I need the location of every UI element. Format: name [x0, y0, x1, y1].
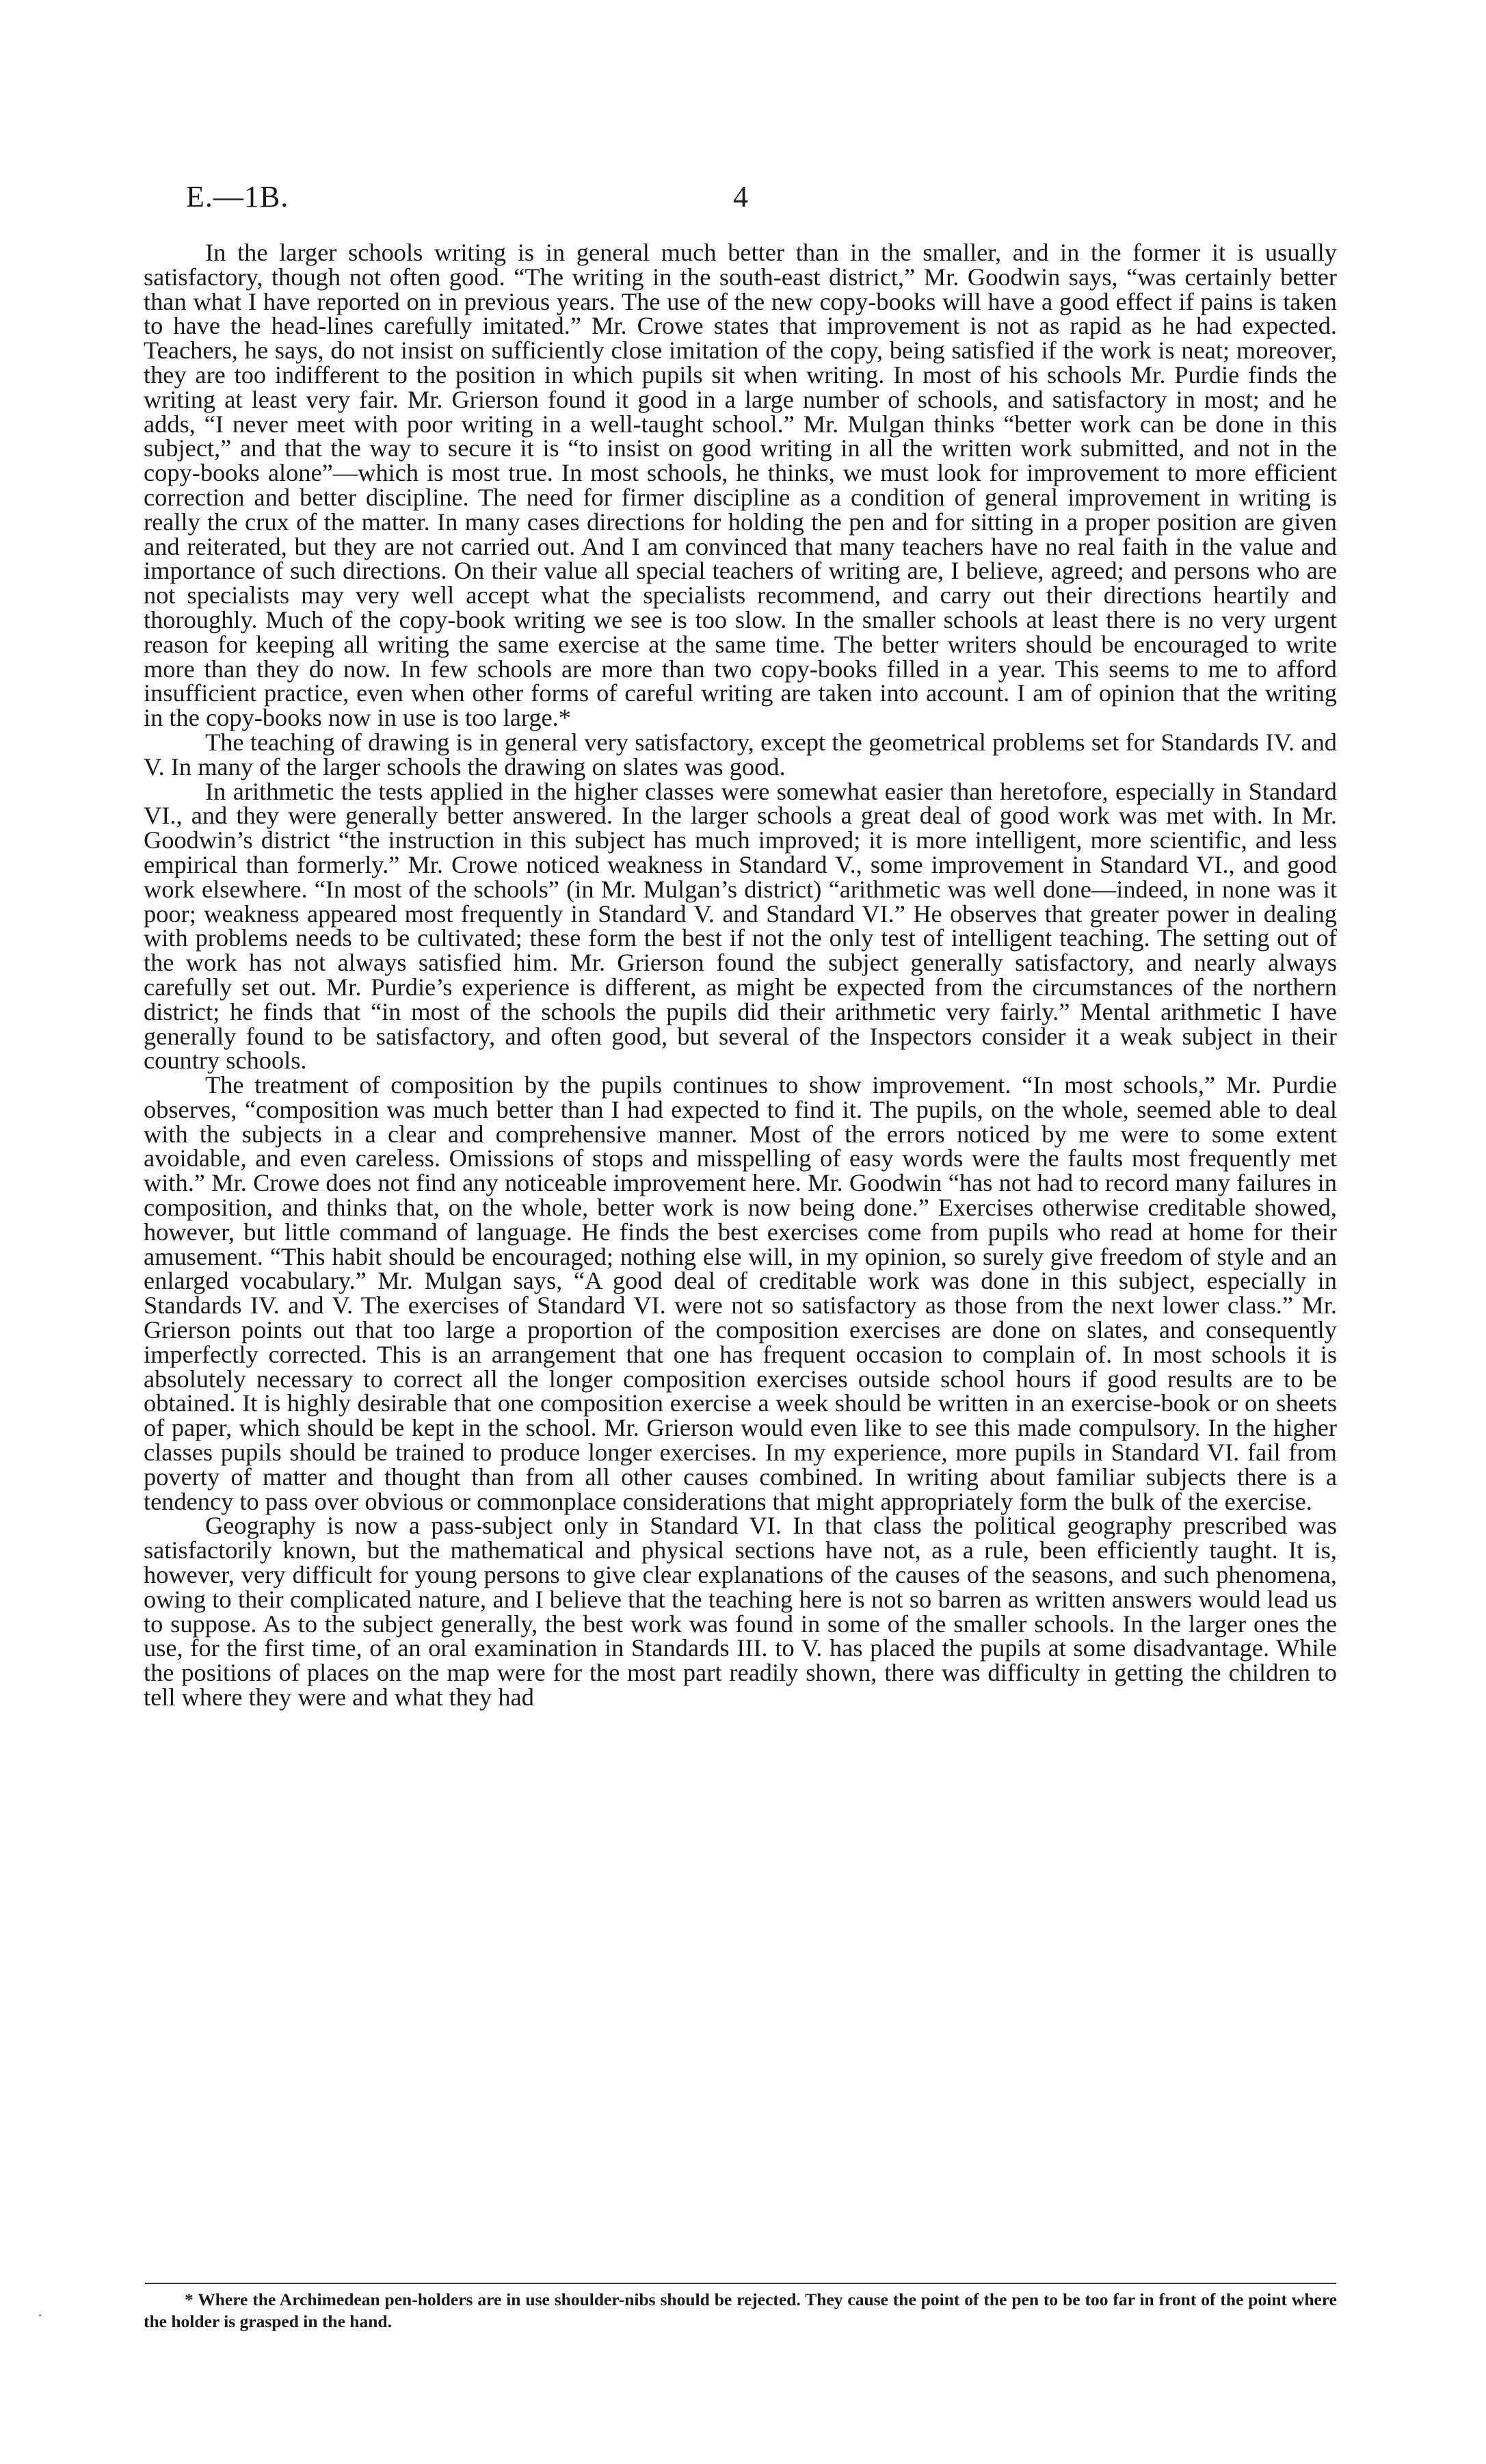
margin-mark: · — [38, 2307, 43, 2324]
paragraph-composition: The treatment of composition by the pupils continues to show improvement. “In most schools,” Mr. Purdie observes, “composition was much better than I had expected to find it. The pupils, on the whole, seemed able to deal with the subjects in a clear and comprehensive manner. Most of the errors noticed by me were to some extent avoidable, and even careless. Omissions of stops and misspelling of easy words were the faults most frequently met with.” Mr. Crowe does not find any noticeable improvement here. Mr. Goodwin “has not had to record many failures in composition, and thinks that, on the whole, better work is now being done.” Exercises otherwise creditable showed, however, but little command of language. He finds the best exercises come from pupils who read at home for their amusement. “This habit should be encouraged; nothing else will, in my opinion, so surely give freedom of style and an enlarged vocabulary.” Mr. Mulgan says, “A good deal of creditable work was done in this subject, especially in Standards IV. and V. The exercises of Standard VI. were not so satisfactory as those from the next lower class.” Mr. Grierson points out that too large a proportion of the composition exercises are done on slates, and consequently imperfectly corrected. This is an arrangement that one has frequent occasion to complain of. In most schools it is absolutely necessary to correct all the longer composition exercises outside school hours if good results are to be obtained. It is highly desirable that one composition exercise a week should be written in an exercise-book or on sheets of paper, which should be kept in the school. Mr. Grierson would even like to see this made compulsory. In the higher classes pupils should be trained to produce longer exercises. In my experience, more pupils in Standard VI. fail from poverty of matter and thought than from all other causes combined. In writing about familiar subjects there is a tendency to pass over obvious or commonplace considerations that might appropriately form the bulk of the exercise. — [144, 1071, 1337, 1515]
body-text — [144, 241, 1337, 1710]
paragraph-writing: In the larger schools writing is in general much better than in the smaller, and in the former it is usually satisfactory, though not often good. “The writing in the south-east district,” Mr. Goodwin says, “was certainly better than what I have reported on in previous years. The use of the new copy-books will have a good effect if pains is taken to have the head-lines carefully imitated.” Mr. Crowe states that improvement is not as rapid as he had expected. Teachers, he says, do not insist on sufficiently close imitation of the copy, being satisfied if the work is neat; moreover, they are too indifferent to the position in which pupils sit when writing. In most of his schools Mr. Purdie finds the writing at least very fair. Mr. Grierson found it good in a large number of schools, and satisfactory in most; and he adds, “I never meet with poor writing in a well-taught school.” Mr. Mulgan thinks “better work can be done in this subject,” and that the way to secure it is “to insist on good writing in all the written work submitted, and not in the copy-books alone”—which is most true. In most schools, he thinks, we must look for improvement to more efficient correction and better discipline. The need for firmer discipline as a condition of general improvement in writing is really the crux of the matter. In many cases directions for holding the pen and for sitting in a proper position are given and reiterated, but they are not carried out. And I am convinced that many teachers have no real faith in the value and importance of such directions. On their value all special teachers of writing are, I believe, agreed; and persons who are not specialists may very well accept what the specialists recommend, and carry out their directions heartily and thoroughly. Much of the copy-book writing we see is too slow. In the smaller schools at least there is no very urgent reason for keeping all writing the same exercise at the same time. The better writers should be encouraged to write more than they do now. In few schools are more than two copy-books filled in a year. This seems to me to afford insufficient practice, even when other forms of careful writing are taken into account. I am of opinion that the writing in the copy-books now in use is too large.* — [144, 239, 1337, 732]
paragraph-drawing: The teaching of drawing is in general very satisfactory, except the geometrical problems set for Standards IV. and V. In many of the larger schools the drawing on slates was good. — [144, 728, 1337, 781]
page-number: 4 — [733, 180, 748, 213]
paragraph-arithmetic: In arithmetic the tests applied in the higher classes were somewhat easier than heretofore, especially in Standard VI., and they were generally better answered. In the larger schools a great deal of good work was met with. In Mr. Goodwin’s district “the instruction in this subject has much improved; it is more intelligent, more scientific, and less empirical than formerly.” Mr. Crowe noticed weakness in Standard V., some improvement in Standard VI., and good work elsewhere. “In most of the schools” (in Mr. Mulgan’s district) “arithmetic was well done—indeed, in none was it poor; weakness appeared most frequently in Standard V. and Standard VI.” He observes that greater power in dealing with problems needs to be cultivated; these form the best if not the only test of intelligent teaching. The setting out of the work has not always satisfied him. Mr. Grierson found the subject generally satisfactory, and nearly always carefully set out. Mr. Purdie’s experience is different, as might be expected from the circumstances of the northern district; he finds that “in most of the schools the pupils did their arithmetic very fairly.” Mental arithmetic I have generally found to be satisfactory, and often good, but several of the Inspectors consider it a weak subject in their country schools. — [144, 777, 1337, 1075]
footnote-divider — [145, 2283, 1336, 2284]
document-id: E.—1B. — [186, 180, 289, 213]
page-header — [186, 179, 1349, 227]
footnote: * Where the Archimedean pen-holders are in use shoulder-nibs should be rejected. They cause the point of the pen to be too far in front of the point where the holder is grasped in the hand. — [144, 2290, 1337, 2331]
paragraph-geography: Geography is now a pass-subject only in Standard VI. In that class the political geography prescribed was satisfactorily known, but the mathematical and physical sections have not, as a rule, been efficiently taught. It is, however, very difficult for young persons to give clear explanations of the causes of the seasons, and such phenomena, owing to their complicated nature, and I believe that the teaching here is not so barren as written answers would lead us to suppose. As to the subject generally, the best work was found in some of the smaller schools. In the larger ones the use, for the first time, of an oral examination in Standards III. to V. has placed the pupils at some disadvantage. While the positions of places on the map were for the most part readily shown, there was difficulty in getting the children to tell where they were and what they had — [144, 1512, 1337, 1712]
